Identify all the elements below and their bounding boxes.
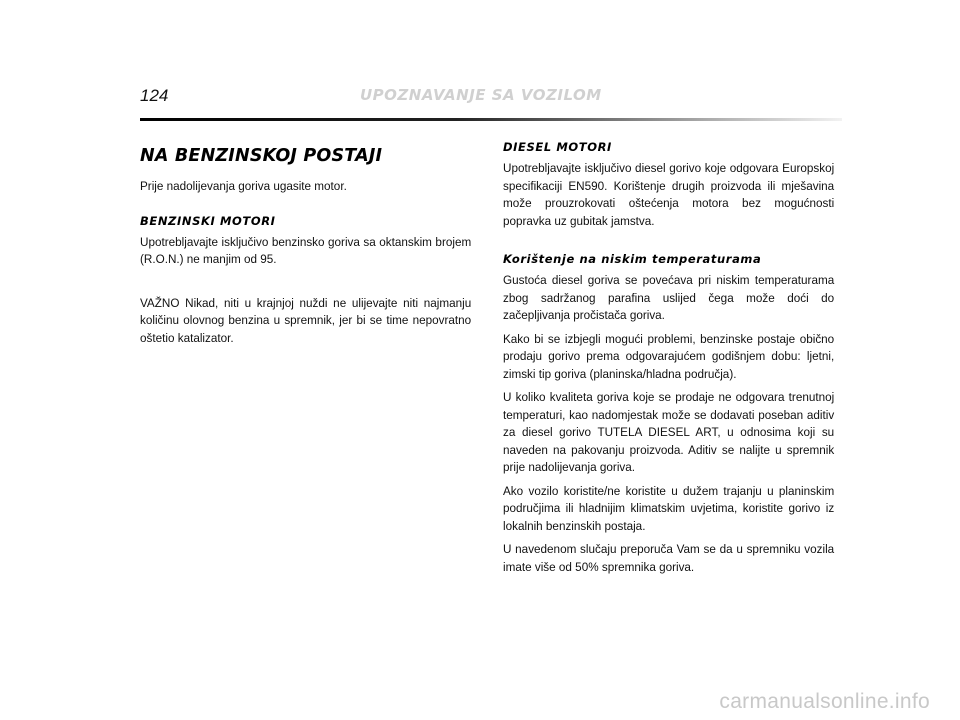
low-temperature-heading: Korištenje na niskim temperaturama [503, 252, 762, 266]
section-title: NA BENZINSKOJ POSTAJI [140, 146, 383, 166]
intro-paragraph: Prije nadolijevanja goriva ugasite motor. [140, 179, 347, 193]
low-temp-paragraph-3: U koliko kvaliteta goriva koje se prodaje ne odgovara trenutnoj temperaturi, kao nadomjestak može se dodavati poseban aditiv za diesel gorivo TUTELA DIESEL ART, u odnosima koji su naveden na pakovanju proizvoda. Aditiv se nalijte u spremnik prije nadolijevanja goriva. [503, 390, 835, 474]
page-number: 124 [140, 86, 169, 105]
low-temp-paragraph-2: Kako bi se izbjegli mogući problemi, benzinske postaje obično prodaju gorivo prema odgovarajućem godišnjem dobu: ljetni, zimski tip goriva (planinska/hladna područja). [503, 331, 835, 381]
important-note: VAŽNO Nikad, niti u krajnjoj nuždi ne ulijevajte niti najmanju količinu olovnog benzina u spremnik, jer bi se time nepovratno oštetio katalizator. [140, 295, 472, 345]
low-temp-paragraph-1: Gustoća diesel goriva se povećava pri niskim temperaturama zbog sadržanog parafina uslijed čega može doći do začepljivanja pročistača goriva. [503, 273, 835, 322]
low-temp-paragraph-5: U navedenom slučaju preporuča Vam se da u spremniku vozila imate više od 50% spremnika goriva. [503, 542, 835, 574]
diesel-paragraph: Upotrebljavajte isključivo diesel gorivo koje odgovara Europskoj specifikaciji EN590. Korištenje drugih proizvoda ili mješavina može prouzrokovati oštećenja motora bez mogućnosti popravka uz gubitak jamstva. [503, 161, 835, 228]
petrol-paragraph: Upotrebljavajte isključivo benzinsko goriva sa oktanskim brojem (R.O.N.) ne manjim od 95. [140, 234, 472, 266]
running-title: UPOZNAVANJE SA VOZILOM [360, 86, 602, 104]
petrol-engines-heading: BENZINSKI MOTORI [140, 213, 276, 228]
diesel-engines-heading: DIESEL MOTORI [503, 140, 612, 154]
watermark: carmanualsonline.info [719, 690, 930, 713]
low-temp-paragraph-4: Ako vozilo koristite/ne koristite u dužem trajanju u planinskim područjima ili hladnijim klimatskim uvjetima, koristite gorivo iz lokalnih benzinskih postaja. [503, 483, 835, 533]
right-column [503, 140, 848, 582]
left-column [140, 140, 485, 353]
header-rule [140, 118, 842, 121]
